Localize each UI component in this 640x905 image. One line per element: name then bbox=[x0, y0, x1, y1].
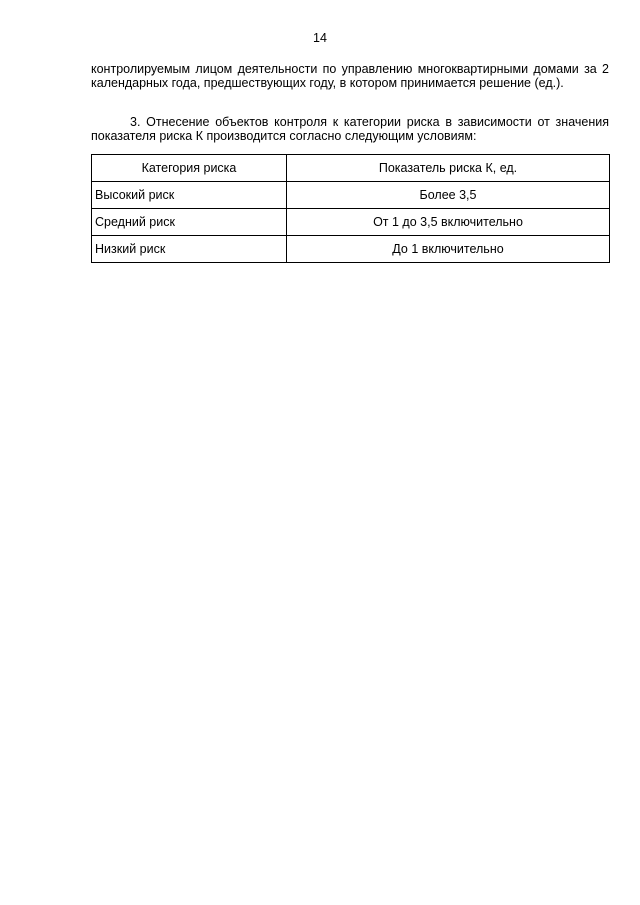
risk-category-table bbox=[91, 154, 610, 263]
table-row bbox=[92, 236, 610, 263]
page-number: 14 bbox=[313, 31, 327, 45]
risk-indicator-cell: До 1 включительно bbox=[287, 236, 610, 263]
header-risk-category: Категория риска bbox=[92, 155, 287, 182]
risk-category-cell: Средний риск bbox=[92, 209, 287, 236]
risk-category-cell: Высокий риск bbox=[92, 182, 287, 209]
risk-indicator-cell: Более 3,5 bbox=[287, 182, 610, 209]
table-row bbox=[92, 182, 610, 209]
table-header-row bbox=[92, 155, 610, 182]
paragraph-risk-categories: 3. Отнесение объектов контроля к категории риска в зависимости от значения показателя риска К производится согласно следующим условиям: bbox=[91, 115, 609, 144]
table-row bbox=[92, 209, 610, 236]
risk-category-cell: Низкий риск bbox=[92, 236, 287, 263]
paragraph-continuation: контролируемым лицом деятельности по управлению многоквартирными домами за 2 календарных года, предшествующих году, в котором принимается решение (ед.). bbox=[91, 62, 609, 91]
header-risk-indicator: Показатель риска К, ед. bbox=[287, 155, 610, 182]
risk-indicator-cell: От 1 до 3,5 включительно bbox=[287, 209, 610, 236]
